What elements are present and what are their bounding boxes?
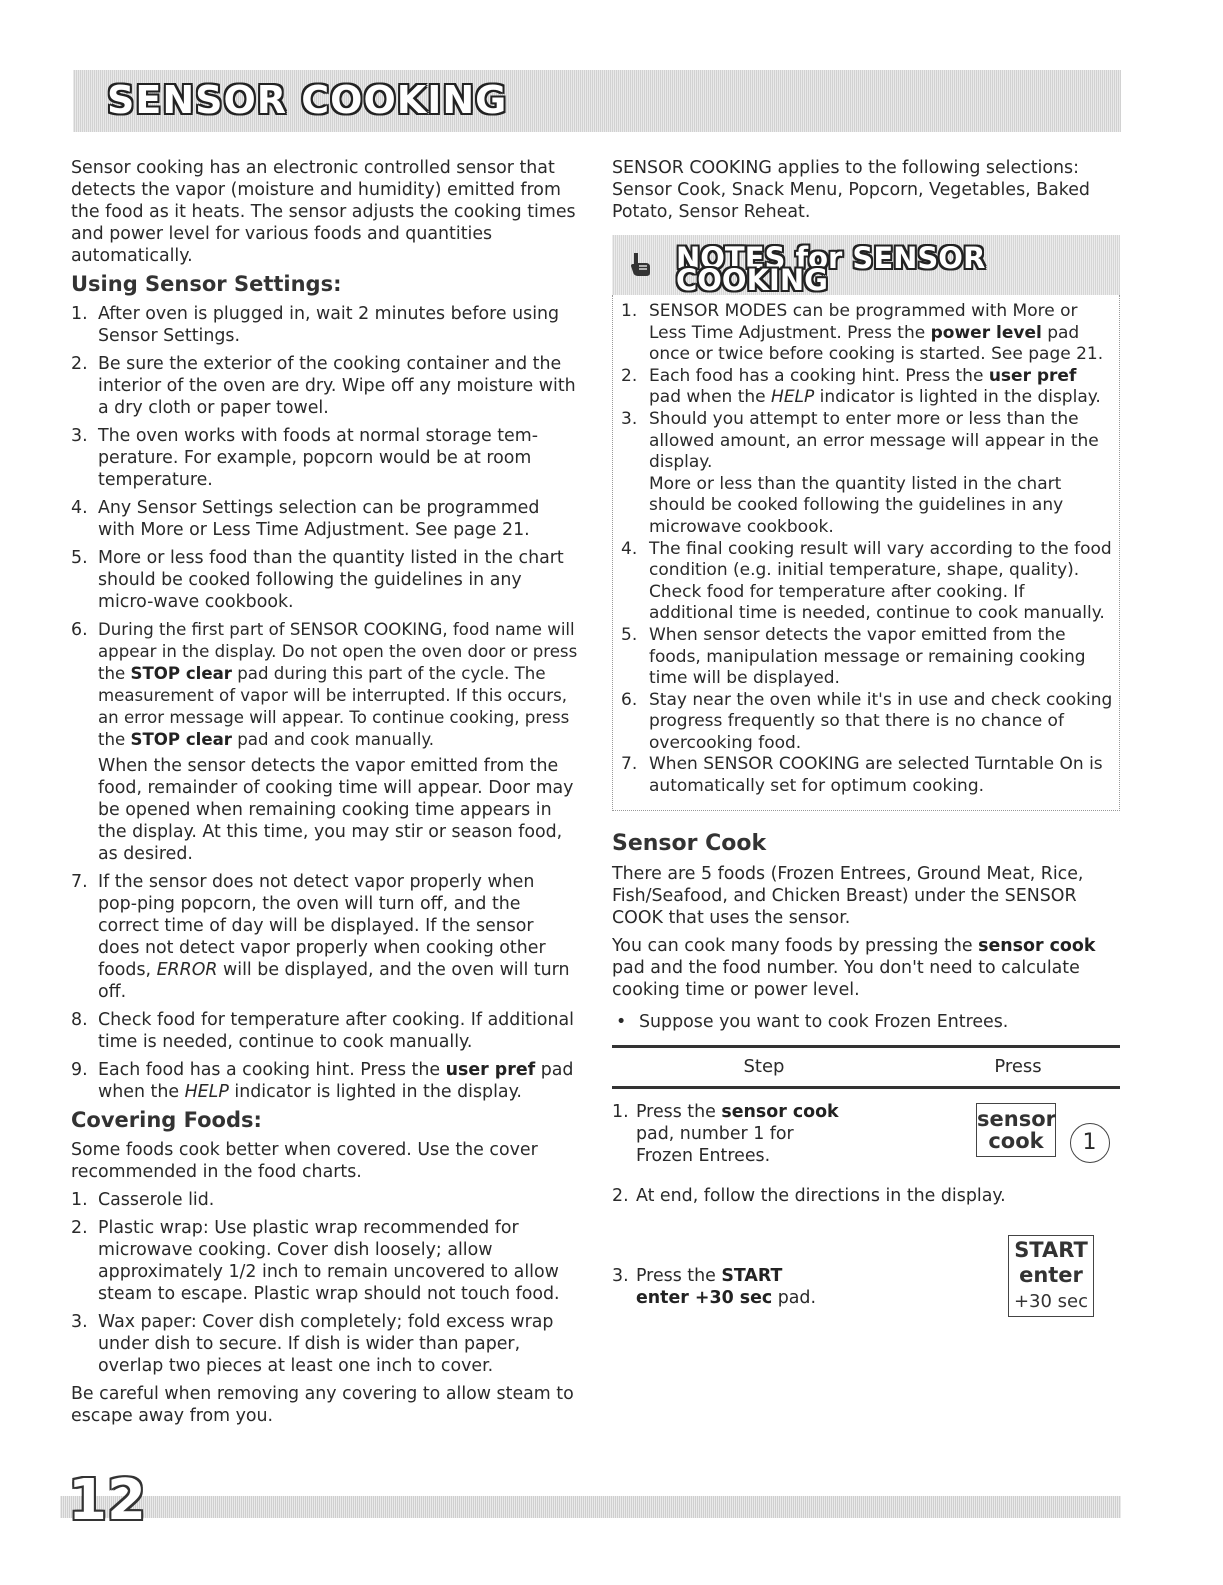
list-item-note: When the sensor detects the vapor emitted from the food, remainder of cooking time will appear. Door may be opened when remaining cooking time appears in the display. At this time, you may stir or season food, as desired. [98,756,574,864]
closing-paragraph: Be careful when removing any covering to allow steam to escape away from you. [71,1384,574,1426]
page-title: SENSOR COOKING [107,78,508,122]
column-header-step: Step [612,1046,916,1087]
left-column [71,157,578,1433]
page-footer [60,1468,1121,1533]
using-sensor-settings-list [71,303,578,1103]
page-banner [73,70,1121,132]
steps-table [612,1045,1120,1317]
list-item: 7. If the sensor does not detect vapor properly when pop-ping popcorn, the oven will turn off, and the correct time of day will be displayed. If the sensor does not detect vapor properly when cooking other foods, ERROR will be displayed, and the oven will turn off. [71,872,570,1002]
covering-intro: Some foods cook better when covered. Use the cover recommended in the food charts. [71,1140,538,1182]
list-item: 5. When sensor detects the vapor emitted from the foods, manipulation message or remaining cooking time will be displayed. [621,624,1086,689]
list-item: 2. Each food has a cooking hint. Press the user pref pad when the HELP indicator is lighted in the display. [621,365,1101,408]
column-header-press: Press [916,1046,1120,1087]
list-item: 4. Any Sensor Settings selection can be programmed with More or Less Time Adjustment. See page 21. [71,498,540,540]
list-item: 3. Should you attempt to enter more or less than the allowed amount, an error message will appear in the display. More or less than the quantity listed in the chart should be cooked following the guidelines in any microwave cookbook. [621,409,1113,539]
applies-paragraph: SENSOR COOKING applies to the following selections: Sensor Cook, Snack Menu, Popcorn, Vegetables, Baked Potato, Sensor Reheat. [612,158,1090,222]
list-item: 1. SENSOR MODES can be programmed with More or Less Time Adjustment. Press the power level pad once or twice before cooking is started. See page 21. [621,301,1104,365]
using-sensor-settings-heading: Using Sensor Settings: [71,272,342,296]
sensor-cook-paragraph: There are 5 foods (Frozen Entrees, Ground Meat, Rice, Fish/Seafood, and Chicken Breast) under the SENSOR COOK that uses the sensor. [612,863,1084,928]
number-1-pad[interactable]: 1 [1070,1123,1110,1163]
right-column [612,157,1120,1317]
bullet-dot: • [616,1011,627,1032]
list-item: 6. During the first part of SENSOR COOKING, food name will appear in the display. Do not open the oven door or press the STOP clear pad during this part of the cycle. The measurement of vapor will be interrupted. If this occurs, an error message will appear. To continue cooking, press the STOP clear pad and cook manually. When the sensor detects the vapor emitted from the food, remainder of cooking time will appear. Door may be opened when remaining cooking time appears in the display. At this time, you may stir or season food, as desired. [71,620,578,864]
notes-title: NOTES for SENSOR COOKING [676,241,986,297]
table-row: 1. Press the sensor cook pad, number 1 for Frozen Entrees. sensor cook 1 [612,1087,1120,1167]
page-number: 12 [68,1468,146,1533]
intro-paragraph: Sensor cooking has an electronic controlled sensor that detects the vapor (moisture and humidity) emitted from the food as it heats. The sensor adjusts the cooking times and power level for various foods and quantities automatically. [71,158,576,266]
list-item: 3. Wax paper: Cover dish completely; fold excess wrap under dish to secure. If dish is wider than paper, overlap two pieces at least one inch to cover. [71,1312,554,1376]
list-item: 2. Plastic wrap: Use plastic wrap recommended for microwave cooking. Cover dish loosely; allow approximately 1/2 inch to remain uncovered to allow steam to escape. Plastic wrap should not touch food. [71,1218,560,1304]
covering-foods-list [71,1189,578,1377]
notes-box [612,235,1120,811]
notes-body [612,295,1120,811]
list-item: 1. After oven is plugged in, wait 2 minutes before using Sensor Settings. [71,304,560,346]
list-item: 6. Stay near the oven while it's in use and check cooking progress frequently so that there is no chance of overcooking food. [621,689,1113,753]
list-item-note: More or less than the quantity listed in the chart should be cooked following the guidelines in any microwave cookbook. [649,473,1064,537]
table-row: 3. Press the START enter +30 sec pad. START enter +30 sec [612,1207,1120,1317]
start-enter-30sec-pad[interactable]: START enter +30 sec [1008,1235,1094,1317]
list-item: 9. Each food has a cooking hint. Press the user pref pad when the HELP indicator is lighted in the display. [71,1060,574,1102]
list-item: 1. Casserole lid. [71,1190,215,1210]
list-item: 3. The oven works with foods at normal storage tem-perature. For example, popcorn would be at room temperature. [71,426,538,490]
list-item: 2. Be sure the exterior of the cooking container and the interior of the oven are dry. Wipe off any moisture with a dry cloth or paper towel. [71,354,576,418]
list-item: 7. When SENSOR COOKING are selected Turntable On is automatically set for optimum cooking. [621,754,1103,797]
notes-list [621,301,1113,798]
list-item: 5. More or less food than the quantity listed in the chart should be cooked following the guidelines in any micro-wave cookbook. [71,548,564,612]
footer-bar [60,1496,1121,1518]
list-item: 8. Check food for temperature after cooking. If additional time is needed, continue to cook manually. [71,1010,574,1052]
list-item: 4. The final cooking result will vary according to the food condition (e.g. initial temperature, shape, quality). Check food for temperature after cooking. If additional time is needed, continue to cook manually. [621,538,1112,624]
sensor-cook-paragraph-2: You can cook many foods by pressing the sensor cook pad and the food number. You don't need to calculate cooking time or power level. [612,935,1096,1000]
covering-foods-heading: Covering Foods: [71,1108,262,1132]
sensor-cook-pad[interactable]: sensor cook [976,1103,1056,1157]
notes-header [612,235,1120,295]
note-hand-icon [626,249,656,279]
sensor-cook-heading: Sensor Cook [612,830,767,856]
table-row: 2. At end, follow the directions in the display. [612,1185,1006,1206]
bullet-item: • Suppose you want to cook Frozen Entrees. [616,1011,1009,1032]
